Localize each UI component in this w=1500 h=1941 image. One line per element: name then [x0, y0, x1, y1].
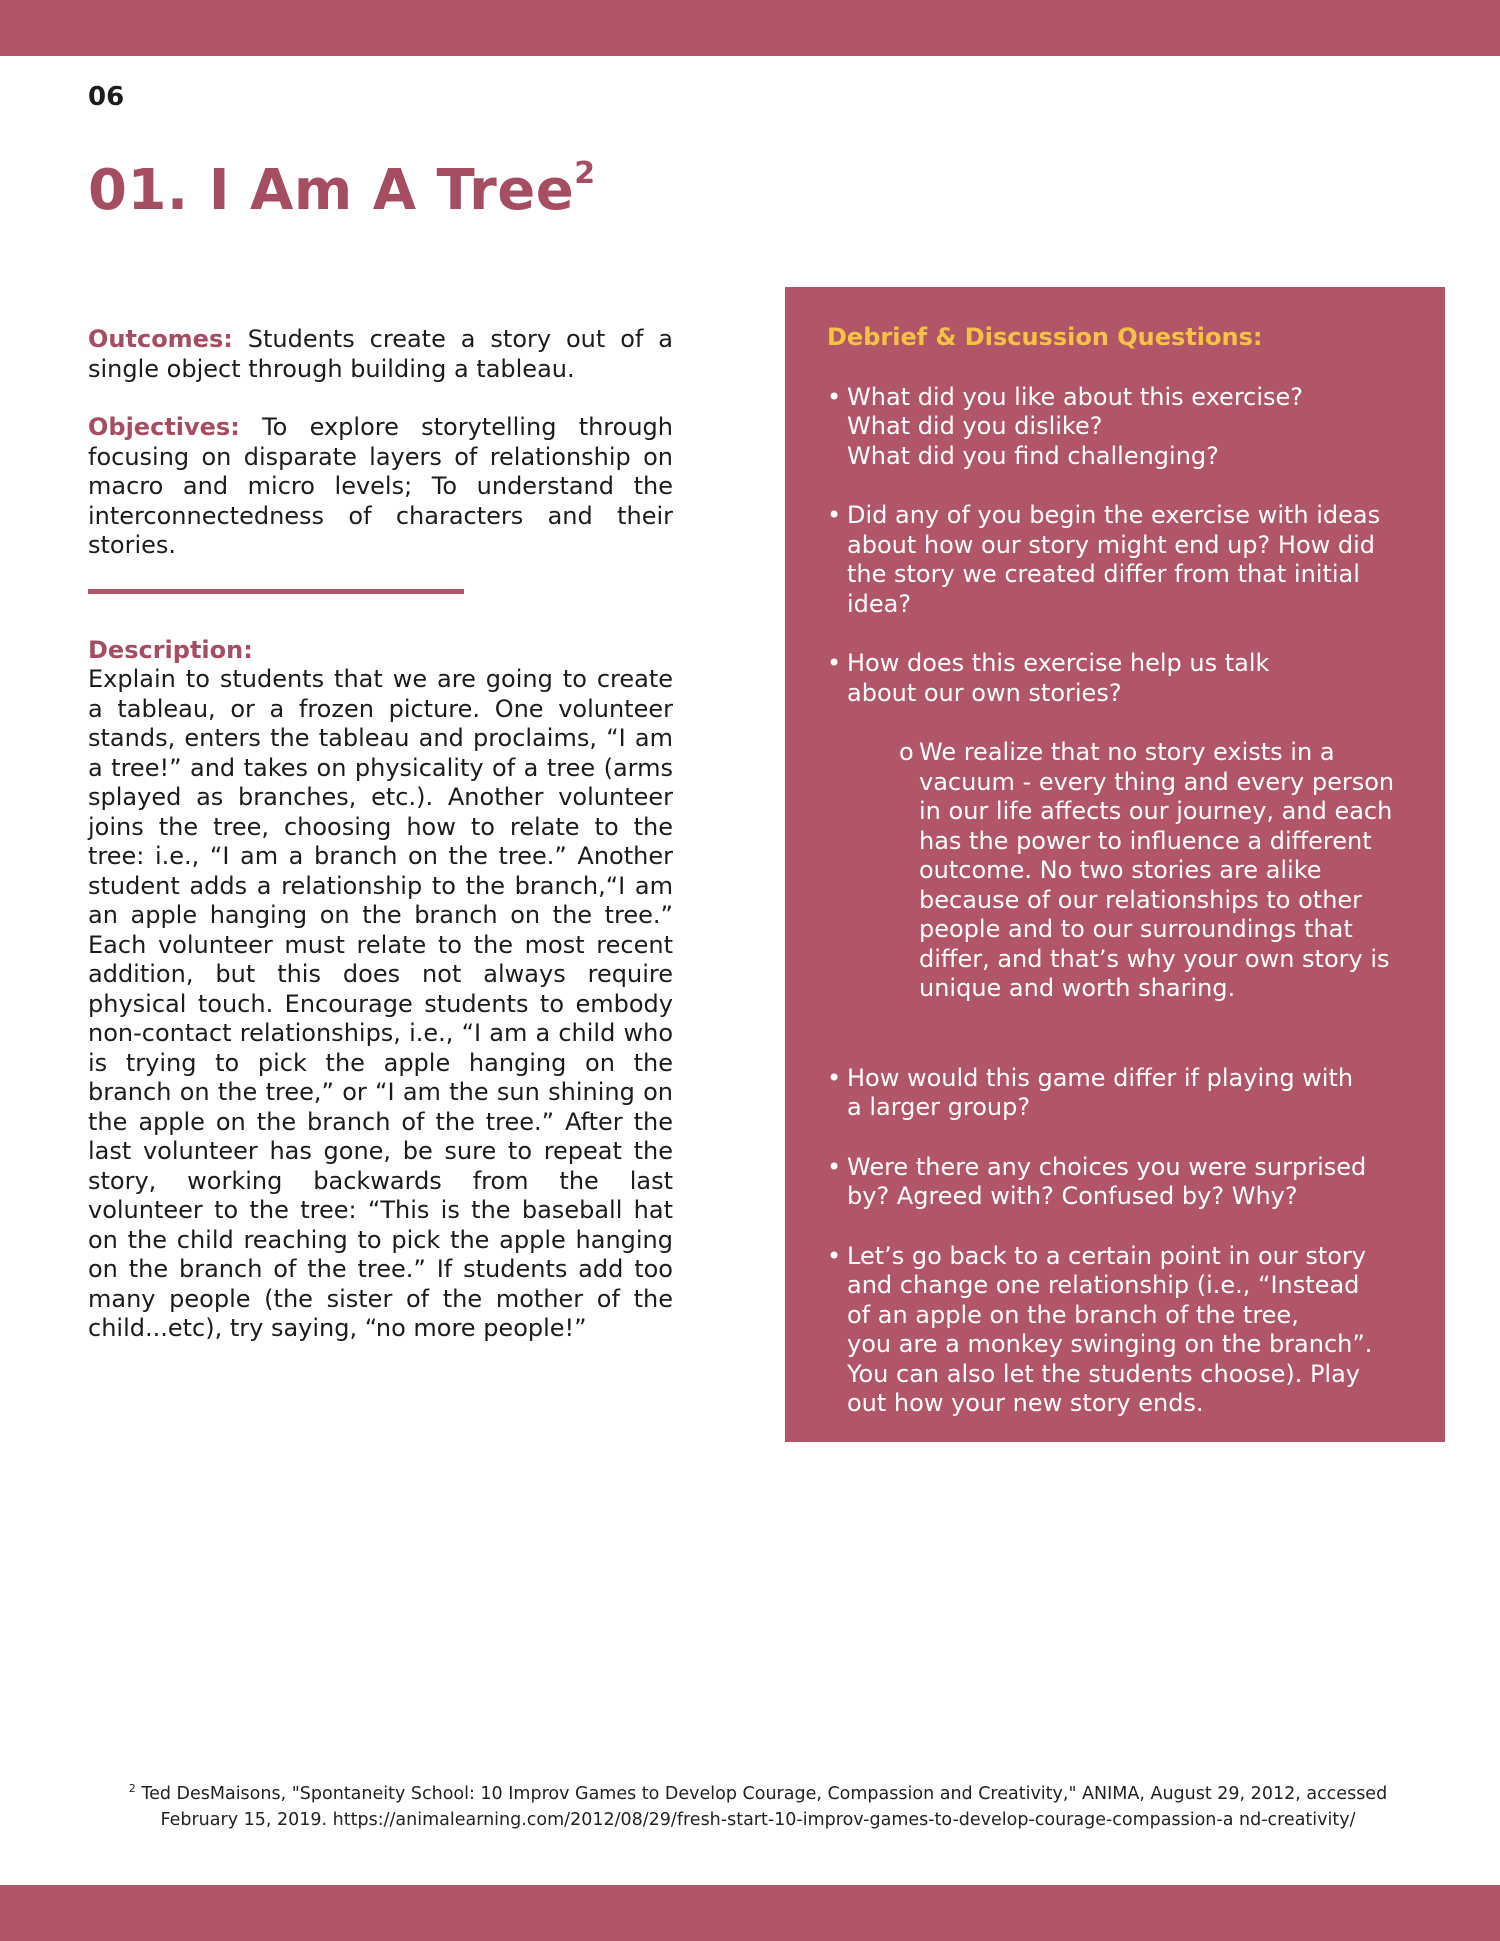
top-band: [0, 0, 1500, 56]
bullet-icon: •: [827, 501, 842, 529]
question-line: of an apple on the branch of the tree,: [847, 1300, 1299, 1329]
question-2: [827, 501, 1409, 619]
title-footnote-mark: 2: [574, 156, 596, 192]
footnote-text-1: Ted DesMaisons, "Spontaneity School: 10 Improv Games to Develop Courage, Compassion and Creativity," ANIMA, August 29, 2012, accessed: [135, 1784, 1388, 1804]
sub-bullet-icon: o: [899, 738, 914, 766]
question-line: You can also let the students choose). Play: [847, 1359, 1361, 1388]
answer-line: vacuum - every thing and every person: [919, 767, 1395, 796]
outcomes-text: Students create a story out of a single object through building a tableau.: [88, 325, 673, 383]
answer-line: different outcome. No two stories are: [919, 826, 1372, 884]
page-title: [88, 158, 596, 223]
section-divider: [88, 589, 464, 594]
question-5: [827, 1153, 1409, 1212]
page-number: 06: [88, 82, 125, 112]
question-4: [827, 1064, 1409, 1123]
description-label: Description:: [88, 635, 253, 664]
bullet-icon: •: [827, 1063, 842, 1092]
question-line: How does this exercise help us talk: [847, 649, 1270, 677]
question-line: What did you find challenging?: [847, 441, 1219, 470]
objectives-text: To explore storytelling through focusing on disparate layers of relationship on macro and micro levels; To understand the interconnectedness of characters and their stories.: [88, 413, 673, 559]
answer-line: alike because of our relationships to: [919, 856, 1322, 914]
question-line: a larger group?: [847, 1093, 1031, 1121]
question-1: [827, 383, 1409, 472]
answer-line: that differ, and that’s why your own: [919, 915, 1353, 973]
bullet-icon: •: [827, 1241, 842, 1270]
question-line: How would this game differ if playing with: [847, 1063, 1354, 1092]
answer-line: in our life affects our journey, and: [919, 797, 1327, 825]
question-line: about our own stories?: [847, 678, 1122, 707]
answer-line: story is unique and worth sharing.: [919, 944, 1390, 1002]
description-label-line: [88, 636, 673, 666]
bullet-icon: •: [827, 382, 842, 411]
footnote: [88, 1782, 1428, 1833]
bottom-band: [0, 1885, 1500, 1941]
question-line: you are a monkey swinging on the branch”.: [847, 1330, 1373, 1358]
objectives-label: Objectives:: [88, 413, 240, 441]
answer-line: each has the power to influence a: [919, 797, 1393, 855]
outcomes-label: Outcomes:: [88, 325, 233, 353]
outcomes-paragraph: [88, 325, 673, 384]
footnote-mark: 2: [128, 1782, 136, 1795]
debrief-heading: Debrief & Discussion Questions:: [827, 323, 1263, 351]
question-line: and change one relationship (i.e., “Instead: [847, 1271, 1360, 1299]
question-line: by? Agreed with? Confused by? Why?: [847, 1182, 1298, 1210]
footnote-line-2: February 15, 2019. https://animalearning.com/2012/08/29/fresh-start-10-improv-games-to-develop-courage-compassion-a nd-creativity/: [160, 1810, 1356, 1830]
objectives-paragraph: [88, 413, 673, 561]
debrief-panel: [785, 287, 1445, 1442]
question-line: Let’s go back to a certain point in our story: [847, 1241, 1367, 1270]
question-line: What did you dislike?: [847, 412, 1103, 440]
question-line: about how our story might end up? How did: [847, 530, 1376, 559]
bullet-icon: •: [827, 1152, 842, 1181]
question-line: the story we created differ from that initial: [847, 560, 1360, 588]
question-line: idea?: [847, 589, 912, 618]
answer-line: other people and to our surroundings: [919, 885, 1363, 943]
question-line: Did any of you begin the exercise with ideas: [847, 501, 1381, 529]
description-text: Explain to students that we are going to create a tableau, or a frozen picture. One volunteer stands, enters the tableau and proclaims, “I am a tree!” and takes on physicality of a tree (arms splayed as branches, etc.). Another volunteer joins the tree, choosing how to relate to the tree: i.e., “I am a branch on the tree.” Another student adds a relationship to the branch,“I am an apple hanging on the branch on the tree.” Each volunteer must relate to the most recent addition, but this does not always require physical touch. Encourage students to embody non-contact relationships, i.e., “I am a child who is trying to pick the apple hanging on the branch on the tree,” or “I am the sun shining on the apple on the branch of the tree.” After the last volunteer has gone, be sure to repeat the story, working backwards from the last volunteer to the tree: “This is the baseball hat on the child reaching to pick the apple hanging on the branch of the tree.” If students add too many people (the sister of the mother of the child...etc), try saying, “no more people!”: [88, 665, 673, 1342]
answer-line: We realize that no story exists in a: [919, 738, 1335, 766]
bullet-icon: •: [827, 649, 842, 677]
question-line: Were there any choices you were surprised: [847, 1152, 1367, 1181]
question-line: What did you like about this exercise?: [847, 382, 1304, 411]
question-line: out how your new story ends.: [847, 1389, 1204, 1417]
activity-details: [88, 325, 673, 1344]
question-3-answer: [827, 738, 1409, 1004]
question-3: [827, 649, 1409, 708]
page-title-text: 01. I Am A Tree: [88, 158, 575, 223]
footnote-line-1: [88, 1782, 1428, 1808]
question-6: [827, 1242, 1409, 1419]
